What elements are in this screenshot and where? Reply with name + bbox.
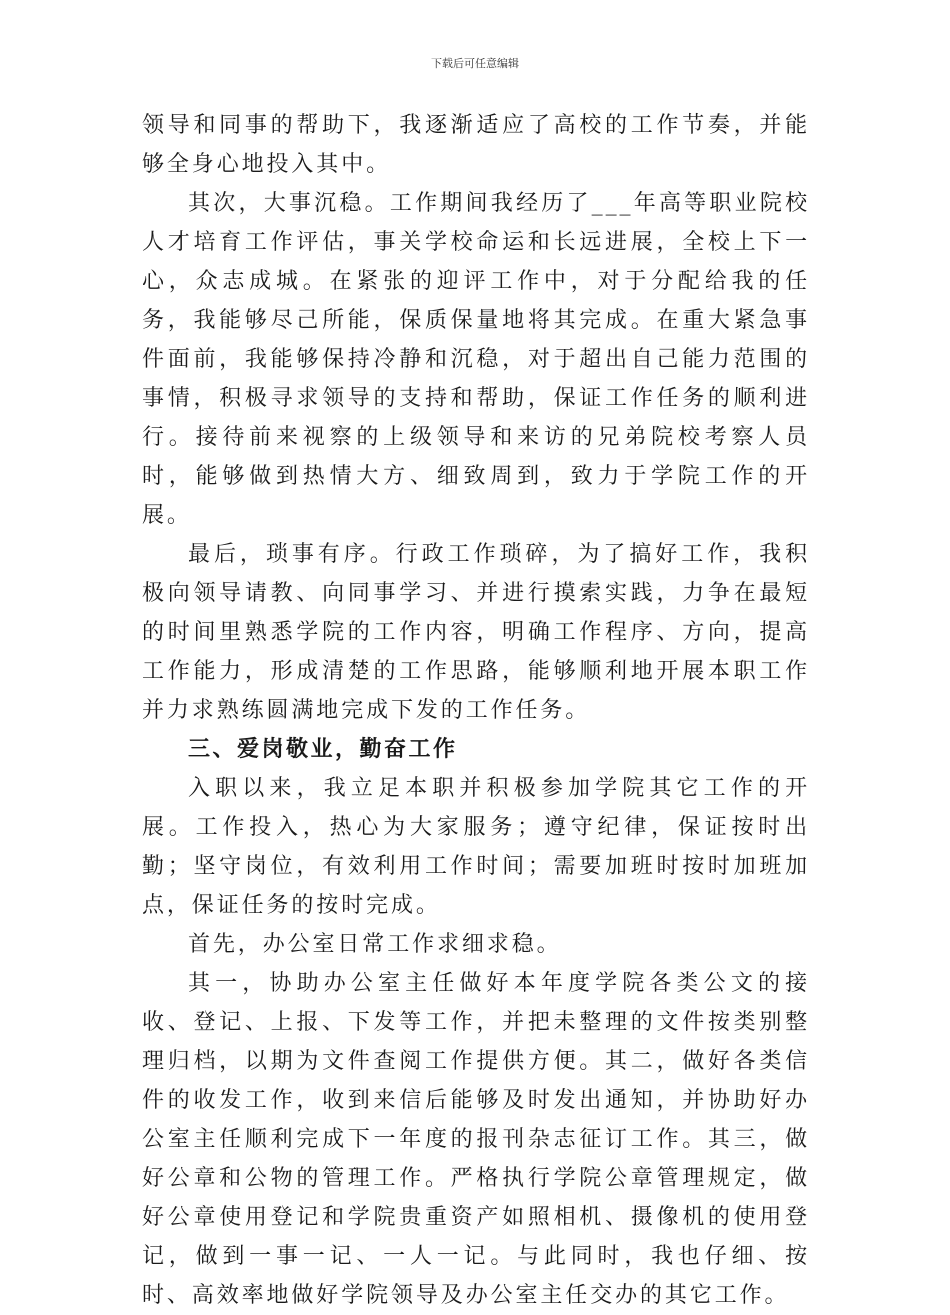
page-header-note: 下载后可任意编辑 [431,57,519,70]
paragraph-section-intro: 入职以来，我立足本职并积极参加学院其它工作的开展。工作投入，热心为大家服务；遵守纪律，保证按时出勤；坚守岗位，有效利用工作时间；需要加班时按时加班加点，保证任务的按时完成。 [142,776,810,918]
paragraph-last-point: 最后，琐事有序。行政工作琐碎，为了搞好工作，我积极向领导请教、向同事学习、并进行摸索实践，力争在最短的时间里熟悉学院的工作内容，明确工作程序、方向，提高工作能力，形成清楚的工作思路，能够顺利地开展本职工作并力求熟练圆满地完成下发的工作任务。 [142,542,810,723]
section-heading: 三、爱岗敬业，勤奋工作 [188,737,458,762]
paragraph-first-item: 首先，办公室日常工作求细求稳。 [188,932,562,957]
paragraph-continuation: 领导和同事的帮助下，我逐渐适应了高校的工作节奏，并能够全身心地投入其中。 [142,113,810,177]
paragraph-office-duties: 其一，协助办公室主任做好本年度学院各类公文的接收、登记、上报、下发等工作，并把未整理的文件按类别整理归档，以期为文件查阅工作提供方便。其二，做好各类信件的收发工作，收到来信后能够及时发出通知，并协助好办公室主任顺利完成下一年度的报刊杂志征订工作。其三，做好公章和公物的管理工作。严格执行学院公章管理规定，做好公章使用登记和学院贵重资产如照相机、摄像机的使用登记，做到一事一记、一人一记。与此同时，我也仔细、按时、高效率地做好学院领导及办公室主任交办的其它工作。 [142,971,810,1308]
paragraph-second-point: 其次，大事沉稳。工作期间我经历了___年高等职业院校人才培育工作评估，事关学校命运和长远进展，全校上下一心，众志成城。在紧张的迎评工作中，对于分配给我的任务，我能够尽己所能，保质保量地将其完成。在重大紧急事件面前，我能够保持冷静和沉稳，对于超出自己能力范围的事情，积极寻求领导的支持和帮助，保证工作任务的顺利进行。接待前来视察的上级领导和来访的兄弟院校考察人员时，能够做到热情大方、细致周到，致力于学院工作的开展。 [142,191,810,528]
document-body [142,106,810,1315]
